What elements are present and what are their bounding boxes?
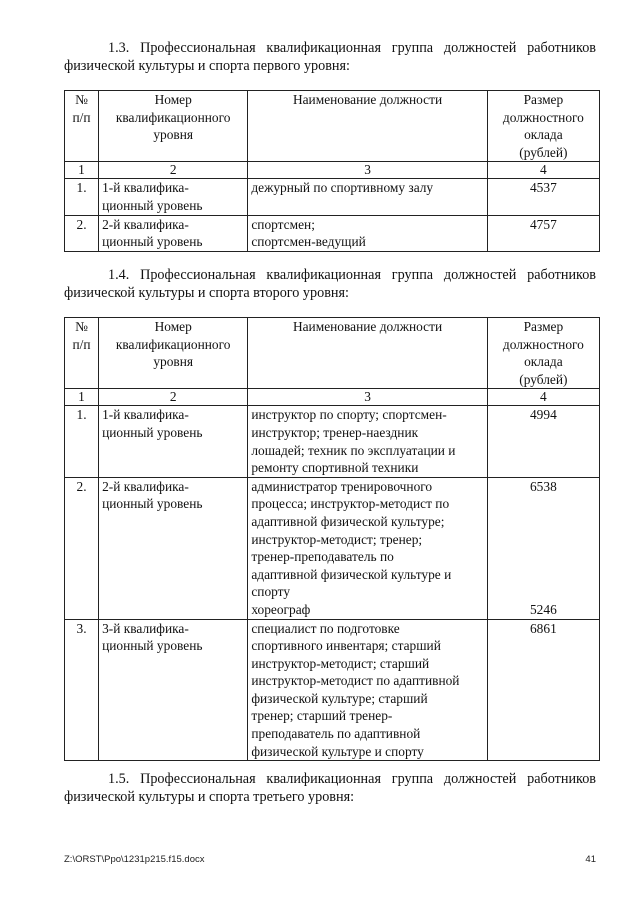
section-heading-line: физической культуры и спорта второго уровня: (64, 285, 349, 301)
header-level: Номер квалификационного уровня (99, 91, 248, 162)
table-row (65, 477, 600, 619)
header-position: Наименование должности (248, 91, 487, 162)
row-salary: 4537 (487, 179, 599, 215)
table-qualification-group-2 (64, 317, 600, 761)
row-number: 2. (65, 215, 99, 251)
column-index: 1 (65, 162, 99, 179)
row-positions: спортсмен; спортсмен-ведущий (248, 215, 487, 251)
column-index: 2 (99, 162, 248, 179)
column-index: 1 (65, 389, 99, 406)
table-row (65, 179, 600, 215)
row-number: 1. (65, 406, 99, 477)
row-number: 3. (65, 619, 99, 761)
row-positions-cell (248, 477, 487, 619)
row-level: 2-й квалифика- ционный уровень (99, 477, 248, 619)
header-salary: Размер должностного оклада (рублей) (487, 91, 599, 162)
header-level: Номер квалификационного уровня (99, 318, 248, 389)
section-heading-line: физической культуры и спорта третьего уровня: (64, 789, 355, 805)
table-header-row (65, 318, 600, 389)
table-row (65, 406, 600, 477)
column-index: 3 (248, 389, 487, 406)
row-level: 3-й квалифика- ционный уровень (99, 619, 248, 761)
section-heading-line: 1.3. Профессиональная квалификационная группа должностей работников (108, 40, 596, 56)
row-salary: 6538 (529, 478, 557, 494)
column-index: 2 (99, 389, 248, 406)
section-1-3-heading (64, 39, 596, 75)
row-level: 2-й квалифика- ционный уровень (99, 215, 248, 251)
section-heading-line: 1.4. Профессиональная квалификационная группа должностей работников (108, 267, 596, 283)
column-index: 3 (248, 162, 487, 179)
row-positions: специалист по подготовке спортивного инвентаря; старший инструктор-методист; старший инструктор-методист по адаптивной физической культуре; старший тренер; старший тренер- преподаватель по адаптивной физической культуре и спорту (248, 619, 487, 761)
table-row (65, 619, 600, 761)
footer-file-path: Z:\ORST\Ppo\1231p215.f15.docx (64, 854, 205, 865)
row-salary: 6861 (487, 619, 599, 761)
header-salary: Размер должностного оклада (рублей) (487, 318, 599, 389)
header-number: № п/п (65, 318, 99, 389)
row-level: 1-й квалифика- ционный уровень (99, 179, 248, 215)
row-positions: дежурный по спортивному залу (248, 179, 487, 215)
section-1-4-heading (64, 266, 596, 302)
row-level: 1-й квалифика- ционный уровень (99, 406, 248, 477)
row-positions-extra: хореограф (251, 601, 311, 617)
row-number: 2. (65, 477, 99, 619)
column-number-row (65, 389, 600, 406)
section-heading-line: физической культуры и спорта первого уровня: (64, 58, 350, 74)
header-position: Наименование должности (248, 318, 487, 389)
section-1-5-heading (64, 770, 596, 806)
row-number: 1. (65, 179, 99, 215)
table-row (65, 215, 600, 251)
row-salary: 4994 (487, 406, 599, 477)
table-header-row (65, 91, 600, 162)
row-salary-extra: 5246 (529, 601, 557, 617)
header-number: № п/п (65, 91, 99, 162)
page-number: 41 (585, 854, 596, 865)
section-heading-line: 1.5. Профессиональная квалификационная группа должностей работников (108, 771, 596, 787)
column-index: 4 (487, 162, 599, 179)
row-positions: администратор тренировочного процесса; инструктор-методист по адаптивной физической культуре; инструктор-методист; тренер; тренер-преподаватель по адаптивной физической культуре и спорту (251, 478, 452, 600)
column-index: 4 (487, 389, 599, 406)
column-number-row (65, 162, 600, 179)
row-positions: инструктор по спорту; спортсмен- инструктор; тренер-наездник лошадей; техник по эксплуатации и ремонту спортивной техники (248, 406, 487, 477)
row-salary: 4757 (487, 215, 599, 251)
table-qualification-group-1 (64, 90, 600, 252)
row-salary-cell (487, 477, 599, 619)
